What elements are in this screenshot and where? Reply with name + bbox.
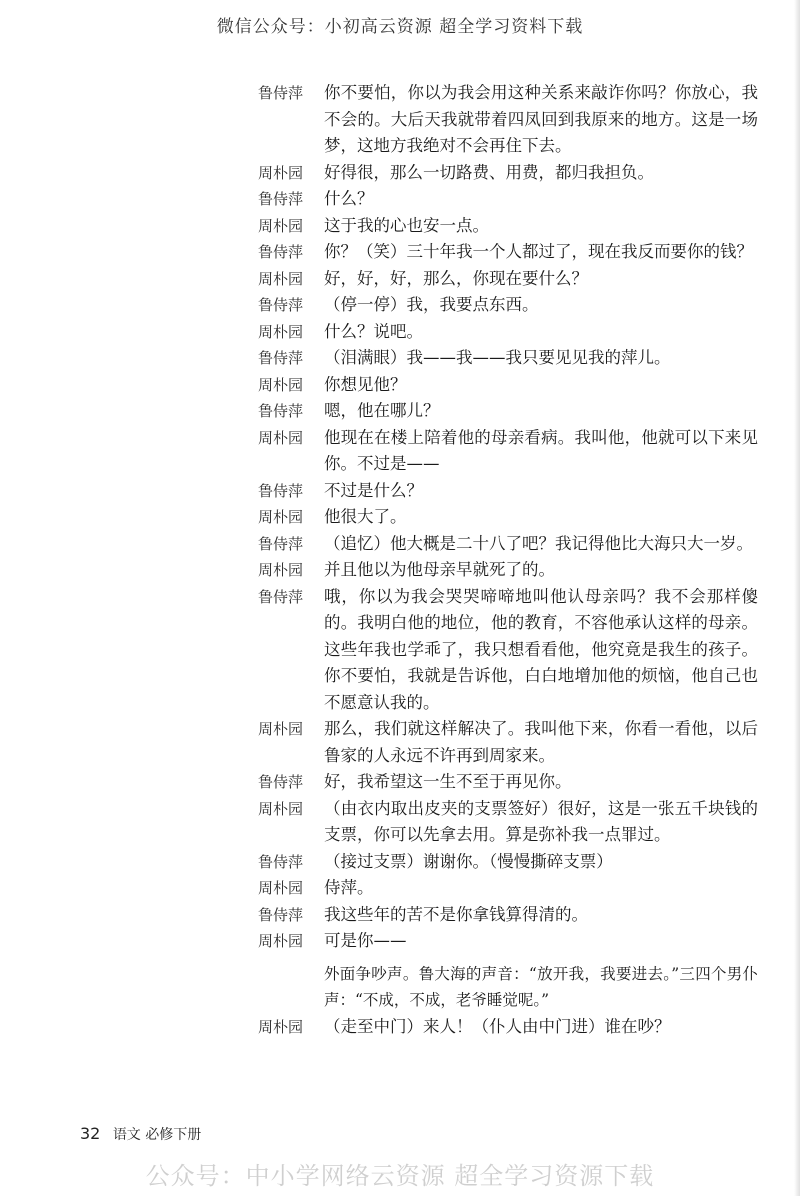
speech-text: 你想见他？: [324, 374, 407, 394]
speech-text: 什么？说吧。: [324, 321, 423, 341]
dialogue-line: [258, 875, 758, 902]
speaker-name: 周朴园: [258, 932, 304, 950]
dialogue-line: [258, 796, 758, 849]
speaker-name: 鲁侍萍: [258, 190, 304, 208]
speech-text: （停一停）我，我要点东西。: [324, 295, 539, 314]
speaker-name: 鲁侍萍: [258, 905, 304, 924]
speaker-name: 鲁侍萍: [258, 481, 304, 500]
dialogue-line: [258, 292, 758, 319]
dialogue-line: [258, 160, 758, 187]
speaker-name: 鲁侍萍: [258, 349, 304, 367]
speech-text: 可是你——: [324, 931, 407, 950]
dialogue-line: [258, 213, 758, 240]
speech-text: 他很大了。: [324, 507, 407, 526]
speaker-name: 鲁侍萍: [258, 587, 304, 606]
speech-text: （追忆）他大概是二十八了吧？我记得他比大海只大一岁。: [324, 533, 753, 553]
speech-text: 好，好，好，那么，你现在要什么？: [324, 268, 588, 288]
speaker-name: 周朴园: [258, 216, 304, 235]
page-edge-shadow: [794, 0, 800, 1196]
speech-text: 这于我的心也安一点。: [324, 215, 489, 235]
speech-text: 不过是什么？: [324, 480, 423, 500]
speech-text: 那么，我们就这样解决了。我叫他下来，你看一看他，以后鲁家的人永远不许再到周家来。: [324, 719, 758, 765]
dialogue-line: [258, 478, 758, 505]
dialogue-block: [258, 80, 758, 1040]
speaker-name: 鲁侍萍: [258, 402, 304, 420]
speaker-name: 周朴园: [258, 322, 304, 341]
speaker-name: 周朴园: [258, 163, 304, 182]
speaker-name: 周朴园: [258, 508, 304, 526]
dialogue-line: [258, 584, 758, 717]
dialogue-line: [258, 345, 758, 372]
speaker-name: 周朴园: [258, 561, 304, 579]
dialogue-line: [258, 902, 758, 929]
speech-text: 哦，你以为我会哭哭啼啼地叫他认母亲吗？我不会那样傻的。我明白他的地位，他的教育，不容他承认这样的母亲。这些年我也学乖了，我只想看看他，他究竟是我生的孩子。你不要怕，我就是告诉他，白白地增加他的烦恼，他自己也不愿意认我的。: [324, 586, 758, 712]
speech-text: （泪满眼）我——我——我只要见见我的萍儿。: [324, 348, 671, 367]
dialogue-line: [258, 769, 758, 796]
speaker-name: 周朴园: [258, 720, 304, 738]
speaker-name: 鲁侍萍: [258, 296, 304, 314]
speaker-name: 周朴园: [258, 375, 304, 394]
dialogue-line: [258, 372, 758, 399]
speaker-name: 周朴园: [258, 1017, 304, 1036]
speaker-name: 周朴园: [258, 269, 304, 288]
footer-watermark: 公众号：中小学网络云资源 超全学习资源下载: [145, 1162, 655, 1190]
dialogue-line: [258, 80, 758, 160]
stage-direction-line: [258, 961, 758, 1014]
dialogue-line: [258, 239, 758, 266]
speech-text: 我这些年的苦不是你拿钱算得清的。: [324, 904, 588, 924]
speech-text: 好得很，那么一切路费、用费，都归我担负。: [324, 162, 654, 182]
dialogue-line: [258, 319, 758, 346]
dialogue-line: [258, 557, 758, 584]
speech-text: （走至中门）来人！（仆人由中门进）谁在吵？: [324, 1016, 671, 1036]
speech-text: 他现在在楼上陪着他的母亲看病。我叫他，他就可以下来见你。不过是——: [324, 427, 758, 473]
book-title: 语文 必修下册: [112, 1127, 202, 1143]
speaker-name: 鲁侍萍: [258, 84, 304, 102]
stage-direction-text: 外面争吵声。鲁大海的声音：“放开我，我要进去。”三四个男仆声：“不成，不成，老爷睡觉呢。”: [324, 964, 758, 1009]
dialogue-line: [258, 928, 758, 955]
speech-text: 侍萍。: [324, 878, 374, 897]
speaker-name: 周朴园: [258, 428, 304, 447]
page-footer: [80, 1124, 201, 1144]
speech-text: 好，我希望这一生不至于再见你。: [324, 772, 572, 791]
speech-text: 并且他以为他母亲早就死了的。: [324, 560, 555, 579]
page-number: 32: [80, 1124, 101, 1143]
dialogue-line: [258, 504, 758, 531]
speech-text: 嗯，他在哪儿？: [324, 401, 440, 420]
speaker-name: 鲁侍萍: [258, 773, 304, 791]
speech-text: 你不要怕，你以为我会用这种关系来敲诈你吗？你放心，我不会的。大后天我就带着四凤回到我原来的地方。这是一场梦，这地方我绝对不会再住下去。: [324, 83, 758, 155]
dialogue-line: [258, 186, 758, 213]
dialogue-line: [258, 425, 758, 478]
speaker-name: 鲁侍萍: [258, 852, 304, 871]
dialogue-line: [258, 531, 758, 558]
speech-text: 你？（笑）三十年我一个人都过了，现在我反而要你的钱？: [324, 242, 753, 261]
dialogue-line: [258, 1014, 758, 1041]
speech-text: （接过支票）谢谢你。（慢慢撕碎支票）: [324, 851, 613, 871]
speech-text: 什么？: [324, 189, 374, 208]
speech-text: （由衣内取出皮夹的支票签好）很好，这是一张五千块钱的支票，你可以先拿去用。算是弥补我一点罪过。: [324, 798, 758, 844]
speaker-name: 鲁侍萍: [258, 534, 304, 553]
speaker-name: 周朴园: [258, 799, 304, 818]
dialogue-line: [258, 398, 758, 425]
dialogue-line: [258, 849, 758, 876]
speaker-name: 鲁侍萍: [258, 243, 304, 261]
speaker-name: 周朴园: [258, 879, 304, 897]
header-watermark: 微信公众号：小初高云资源 超全学习资料下载: [216, 17, 584, 37]
dialogue-line: [258, 266, 758, 293]
dialogue-line: [258, 716, 758, 769]
